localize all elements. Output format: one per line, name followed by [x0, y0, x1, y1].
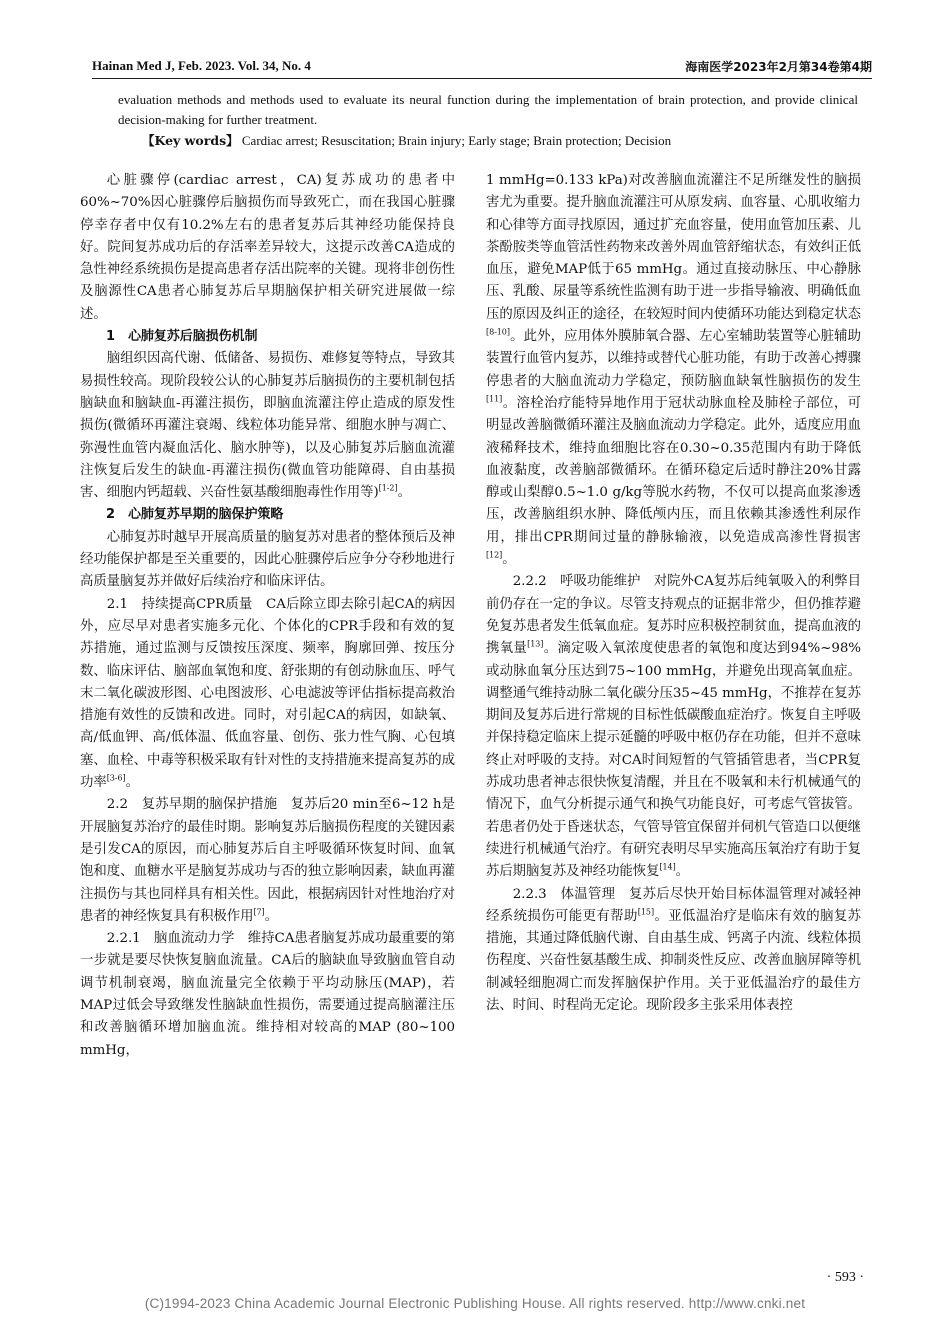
section-1-paragraph — [80, 348, 455, 504]
intro-paragraph: 心脏骤停(cardiac arrest，CA)复苏成功的患者中60%~70%因心脏骤停后脑损伤而导致死亡，而在我国心脏骤停幸存者中仅有10.2%左右的患者复苏后其神经功能保持良好。院间复苏成功后的存活率差异较大，这提示改善CA造成的急性神经系统损伤是提高患者存活出院率的关键。现将非创伤性及脑源性CA患者心肺复苏后早期脑保护相关研究进展做一综述。 — [80, 173, 455, 322]
section-1-heading: 1 心肺复苏后脑损伤机制 — [106, 329, 258, 345]
page-number: · 593 · — [826, 1270, 864, 1285]
text-end: 。 — [675, 864, 690, 880]
citation: [12] — [486, 550, 503, 560]
section-2-2-title: 2.2 复苏早期的脑保护措施 — [106, 797, 291, 813]
keywords-line — [142, 131, 862, 149]
section-2-2-3-text-b: 。亚低温治疗是临床有效的脑复苏措施，其通过降低脑代谢、自由基生成、钙离子内流、线粒体损伤程度、兴奋性氨基酸生成、抑制炎性反应、改善血脑屏障等机制减轻细胞凋亡而发挥脑保护作用。关于亚低温治疗的最佳方法、时间、时程尚无定论。现阶段多主张采用体表控 — [486, 908, 862, 1013]
citation: [14] — [659, 862, 676, 872]
section-2-2-2-title: 2.2.2 呼吸功能维护 — [512, 574, 654, 590]
section-2-2-3-text: 复苏后尽快开始目标体温管理对减轻神经系统损伤可能更有帮助 — [486, 886, 861, 924]
continued-text-b: 。此外，应用体外膜肺氧合器、左心室辅助装置等心脏辅助装置行血管内复苏，以维持或替代心脏功能，有助于改善心搏骤停患者的大脑血流动力学稳定，预防脑血缺氧性脑损伤的发生 — [486, 329, 861, 389]
continued-text-c: 。溶栓治疗能特异地作用于冠状动脉血栓及肺栓子部位，可明显改善脑微循环灌注及脑血流动力学稳定。此外，适度应用血液稀释技术，维持血细胞比容在0.30~0.35范围内有助于降低血液黏度，改善脑部微循环。在循环稳定后适时静注20%甘露醇或山梨醇0.5~1.0 g/kg等脱水药物，不仅可以提高血浆渗透压，改善脑组织水肿、降低颅内压，而且依赖其渗透性利尿作用，排出CPR期间过量的静脉输液，以免造成高渗性肾损害 — [486, 395, 861, 545]
section-2-2-1-title: 2.2.1 脑血流动力学 — [106, 931, 248, 947]
left-column — [80, 170, 455, 1062]
text-end: 。 — [502, 552, 516, 568]
header-rule — [92, 78, 872, 79]
section-2-1-text: CA后除立即去除引起CA的病因外，应尽早对患者实施多元化、个体化的CPR手段和有效的复苏措施，通过监测与反馈按压深度、频率，胸廓回弹、按压分数、临床评估、脑部血氧饱和度、舒张期的有创动脉血压、呼气末二氧化碳波形图、心电图波形、心电滤波等评估指标提高救治措施有效性的反馈和改进。同时，对引起CA的病因，如缺氧、高/低血钾、高/低体温、低血容量、创伤、张力性气胸、心包填塞、血栓、中毒等积极采取有针对性的支持措施来提高复苏的成功率 — [80, 596, 455, 791]
journal-header-left: Hainan Med J, Feb. 2023. Vol. 34, No. 4 — [92, 58, 311, 73]
section-2-2-paragraph — [80, 794, 455, 928]
citation: [8-10] — [486, 327, 510, 337]
section-2-1-title: 2.1 持续提高CPR质量 — [106, 596, 267, 612]
citation: [7] — [253, 907, 265, 917]
citation: [11] — [486, 394, 503, 404]
section-2-2-text: 复苏后20 min至6~12 h是开展脑复苏治疗的最佳时期。影响复苏后脑损伤程度的关键因素是引发CA的原因，而心肺复苏后自主呼吸循环恢复时间、血氧饱和度、血糖水平是脑复苏成功与否的独立影响因素，缺血再灌注损伤与其也同样具有相关性。因此，根据病因针对性地治疗对患者的神经恢复具有积极作用 — [80, 797, 456, 924]
text-end: 。 — [397, 485, 411, 501]
section-2-2-1-text: 维持CA患者脑复苏成功最重要的第一步就是要尽快恢复脑血流量。CA后的脑缺血导致脑血管自动调节机制衰竭，脑血流量完全依赖于平均动脉压(MAP)，若MAP过低会导致继发性脑缺血性损伤，需要通过提高脑灌注压和改善脑循环增加脑血流。维持相对较高的MAP (80~100 mmHg， — [80, 931, 455, 1058]
citation: [13] — [527, 639, 544, 649]
section-2-paragraph: 心肺复苏时越早开展高质量的脑复苏对患者的整体预后及神经功能保护都是至关重要的，因此心脏骤停后应争分夺秒地进行高质量脑复苏并做好后续治疗和临床评估。 — [80, 529, 455, 590]
section-2-2-2-paragraph — [486, 571, 861, 883]
right-column — [486, 170, 861, 1017]
text-end: 。 — [264, 908, 278, 924]
section-2-heading: 2 心肺复苏早期的脑保护策略 — [106, 507, 284, 523]
section-2-2-3-paragraph — [486, 884, 861, 1018]
citation: [1-2] — [378, 483, 398, 493]
keywords-label: 【Key words】 — [142, 133, 239, 148]
continued-paragraph — [486, 170, 861, 571]
running-header — [92, 58, 872, 78]
continued-text: 1 mmHg=0.133 kPa)对改善脑血流灌注不足所继发性的脑损害尤为重要。提升脑血流灌注可从原发病、血容量、心肌收缩力和心律等方面寻找原因，通过扩充血容量，使用血管加压素、儿茶酚胺类等血管活性药物来改善外周血管舒缩状态，有效纠正低血压，避免MAP低于65 mmHg。通过直接动脉压、中心静脉压、乳酸、尿量等系统性监测有助于进一步指导输液、明确低血压的原因及纠正的途径，在较短时间内使循环功能达到稳定状态 — [486, 173, 861, 322]
citation: [3-6] — [106, 773, 126, 783]
section-2-2-3-title: 2.2.3 体温管理 — [512, 886, 629, 902]
copyright-footer: (C)1994-2023 China Academic Journal Electronic Publishing House. All rights reserved. http://www.cnki.net — [144, 1296, 806, 1311]
abstract-tail: evaluation methods and methods used to evaluate its neural function during the implementation of brain protection, and provide clinical decision-making for further treatment. — [118, 92, 858, 127]
section-2-2-2-text-b: 。滴定吸入氧浓度使患者的氧饱和度达到94%~98%或动脉血氧分压达到75~100 mmHg，并避免出现高氧血症。调整通气维持动脉二氧化碳分压35~45 mmHg，不推荐在复苏期间及复苏后进行常规的目标性低碳酸血症治疗。恢复自主呼吸并保持稳定临床上提示延髓的呼吸中枢仍存在功能，但并不意味终止对呼吸的支持。对CA时间短暂的气管插管患者，当CPR复苏成功患者神志很快恢复清醒，并且在不吸氧和未行机械通气的情况下，血气分析提示通气和换气功能良好，可考虑气管拔管。若患者仍处于昏迷状态，气管导管宜保留并伺机气管造口以便继续进行机械通气治疗。有研究表明尽早实施高压氧治疗有助于复苏后期脑复苏及神经功能恢复 — [486, 641, 861, 880]
section-2-2-2-text: 对院外CA复苏后纯氧吸入的利弊目前仍存在一定的争议。尽管支持观点的证据非常少，但仍推荐避免复苏患者发生低氧血症。复苏时应积极控制贫血，提高血液的携氧量 — [486, 574, 861, 657]
journal-header-right: 海南医学2023年2月第34卷第4期 — [685, 60, 872, 74]
section-1-text: 脑组织因高代谢、低储备、易损伤、难修复等特点，导致其易损性较高。现阶段较公认的心肺复苏后脑损伤的主要机制包括脑缺血和脑缺血-再灌注损伤，即脑血流灌注停止造成的原发性损伤(微循环再灌注衰竭、线粒体功能异常、细胞水肿与凋亡、弥漫性血管内凝血活化、脑水肿等)，以及心肺复苏后脑血流灌注恢复后发生的缺血-再灌注损伤(微血管功能障碍、自由基损害、细胞内钙超载、兴奋性氨基酸细胞毒性作用等) — [80, 351, 455, 501]
section-2-1-paragraph — [80, 594, 455, 795]
keywords-text: Cardiac arrest; Resuscitation; Brain injury; Early stage; Brain protection; Decision — [238, 133, 672, 148]
text-end: 。 — [125, 775, 139, 791]
section-2-2-1-paragraph — [80, 928, 455, 1062]
citation: [15] — [637, 907, 655, 917]
